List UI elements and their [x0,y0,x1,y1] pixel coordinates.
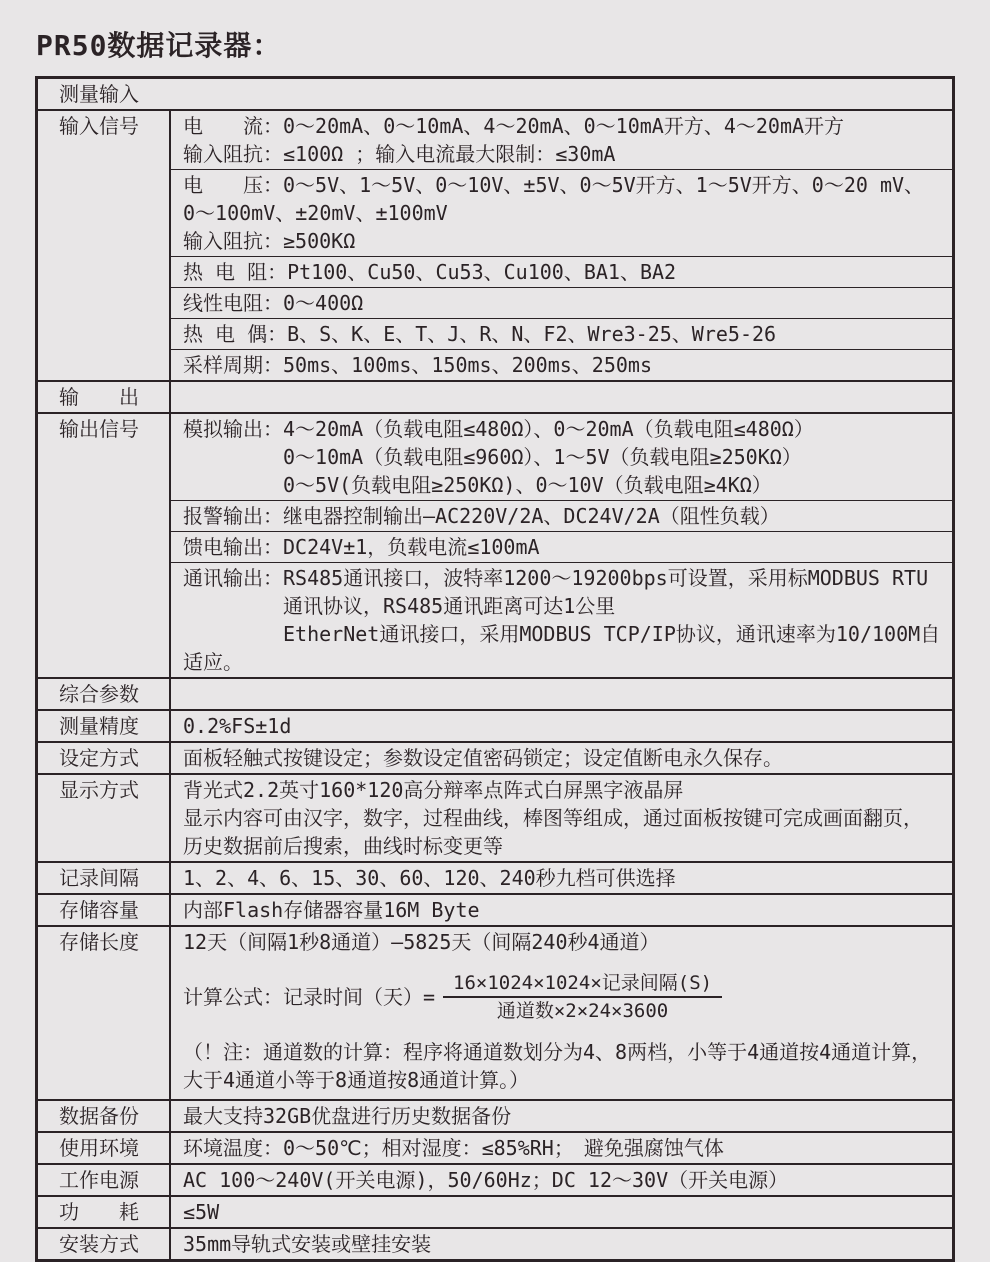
sub-cell-sampling-period [171,349,952,380]
spec-line: 0～10mA（负载电阻≤960Ω）、1～5V（负载电阻≥250KΩ） [183,445,802,469]
row-record-interval [38,861,952,893]
spacer [183,956,948,970]
spec-line: 报警输出：继电器控制输出—AC220V/2A、DC24V/2A（阻性负载） [183,504,780,528]
storage-note-line: （！注：通道数的计算：程序将通道数划分为4、8两档，小等于4通道按4通道计算， [183,1040,932,1064]
row-input-signal [38,109,952,380]
sub-cell-analog-output [171,414,952,500]
row-content [171,1229,952,1259]
spec-line: 热 电 偶：B、S、K、E、T、J、R、N、F2、Wre3-25、Wre5-26 [183,322,777,346]
fraction-numerator: 16×1024×1024×记录间隔(S) [443,970,722,998]
row-content [171,895,952,925]
row-data-backup [38,1099,952,1131]
row-label: 输出信号 [38,414,171,677]
spacer [183,1024,948,1038]
spec-line: 输入阻抗：≤100Ω ；输入电流最大限制：≤30mA [183,142,616,166]
spec-line: 采样周期：50ms、100ms、150ms、200ms、250ms [183,353,652,377]
section-label: 测量输入 [59,82,139,106]
row-setting-method [38,741,952,773]
row-label: 记录间隔 [38,863,171,893]
section-row-measure-input [38,79,952,109]
row-content [171,111,952,380]
row-content [171,1197,952,1227]
spec-line: ≤5W [183,1200,220,1224]
spec-line: 馈电输出：DC24V±1，负载电流≤100mA [183,535,540,559]
row-content [171,414,952,677]
page-title: PR50数据记录器： [36,29,282,62]
row-power-supply [38,1163,952,1195]
sub-cell-current [171,111,952,169]
sub-cell-comm-output [171,562,952,677]
row-label: 显示方式 [38,775,171,861]
spec-line: 12天（间隔1秒8通道）—5825天（间隔240秒4通道） [183,930,660,954]
row-label: 输入信号 [38,111,171,380]
row-content [171,863,952,893]
spec-line: 电 压：0～5V、1～5V、0～10V、±5V、0～5V开方、1～5V开方、0～20 mV、 [183,173,925,197]
spec-line: 电 流：0～20mA、0～10mA、4～20mA、0～10mA开方、4～20mA开方 [183,114,845,138]
spec-line: 0～100mV、±20mV、±100mV [183,201,448,225]
row-accuracy [38,709,952,741]
row-content [171,1133,952,1163]
spec-line: 面板轻触式按键设定；参数设定值密码锁定；设定值断电永久保存。 [183,746,783,770]
row-label: 存储容量 [38,895,171,925]
row-installation-method [38,1227,952,1259]
row-content [171,743,952,773]
row-storage-capacity [38,893,952,925]
row-label: 安装方式 [38,1229,171,1259]
row-content [171,1165,952,1195]
section-label: 综合参数 [38,679,171,709]
sub-cell-thermocouple [171,318,952,349]
storage-note-line: 大于4通道小等于8通道按8通道计算。） [183,1068,530,1092]
spec-line: 内部Flash存储器容量16M Byte [183,898,480,922]
spec-line: AC 100～240V(开关电源)，50/60Hz；DC 12～30V（开关电源） [183,1168,789,1192]
row-label: 存储长度 [38,927,171,1099]
row-output-signal [38,412,952,677]
spec-line: 环境温度：0～50℃；相对湿度：≤85%RH； 避免强腐蚀气体 [183,1136,724,1160]
row-content [171,711,952,741]
spec-line: 最大支持32GB优盘进行历史数据备份 [183,1104,512,1128]
fraction-denominator: 通道数×2×24×3600 [496,1000,669,1022]
formula-label: 计算公式：记录时间（天）= [183,985,436,1009]
spec-line: 通讯协议，RS485通讯距离可达1公里 [183,594,616,618]
row-power-consumption [38,1195,952,1227]
storage-formula [183,970,948,1024]
spec-line: 热 电 阻：Pt100、Cu50、Cu53、Cu100、BA1、BA2 [183,260,677,284]
spec-line: 输入阻抗：≥500KΩ [183,229,356,253]
empty-cell [171,679,952,709]
spec-line: 0.2%FS±1d [183,714,292,738]
section-row-general-params [38,677,952,709]
spec-line: EtherNet通讯接口，采用MODBUS TCP/IP协议，通讯速率为10/100M自适应。 [183,622,941,674]
sub-cell-voltage [171,169,952,256]
row-content [171,1101,952,1131]
section-row-output [38,380,952,412]
sub-cell-rtd [171,256,952,287]
sub-cell-alarm-output [171,500,952,531]
row-label: 功 耗 [38,1197,171,1227]
row-label: 工作电源 [38,1165,171,1195]
spec-line: 显示内容可由汉字，数字，过程曲线，棒图等组成，通过面板按键可完成画面翻页， [183,806,923,830]
row-display-method [38,773,952,861]
row-operating-environment [38,1131,952,1163]
spec-line: 历史数据前后搜索，曲线时标变更等 [183,834,503,858]
spec-line: 线性电阻：0～400Ω [183,291,364,315]
row-content [171,775,952,861]
row-content [171,927,952,1099]
row-label: 测量精度 [38,711,171,741]
spec-line: 0～5V(负载电阻≥250KΩ)、0～10V（负载电阻≥4KΩ） [183,473,772,497]
spec-line: 35mm导轨式安装或壁挂安装 [183,1232,432,1256]
spec-line: 通讯输出：RS485通讯接口，波特率1200～19200bps可设置，采用标MODBUS RTU [183,566,929,590]
sub-cell-feed-output [171,531,952,562]
row-label: 设定方式 [38,743,171,773]
spec-line: 背光式2.2英寸160*120高分辩率点阵式白屏黑字液晶屏 [183,778,684,802]
spec-table [35,76,955,1262]
row-label: 数据备份 [38,1101,171,1131]
formula-fraction [443,970,722,1024]
spec-line: 1、2、4、6、15、30、60、120、240秒九档可供选择 [183,866,676,890]
row-storage-length [38,925,952,1099]
section-label: 输 出 [38,382,171,412]
empty-cell [171,382,952,412]
row-label: 使用环境 [38,1133,171,1163]
spec-line: 模拟输出：4～20mA（负载电阻≤480Ω）、0～20mA（负载电阻≤480Ω） [183,417,814,441]
sub-cell-linear-resistance [171,287,952,318]
